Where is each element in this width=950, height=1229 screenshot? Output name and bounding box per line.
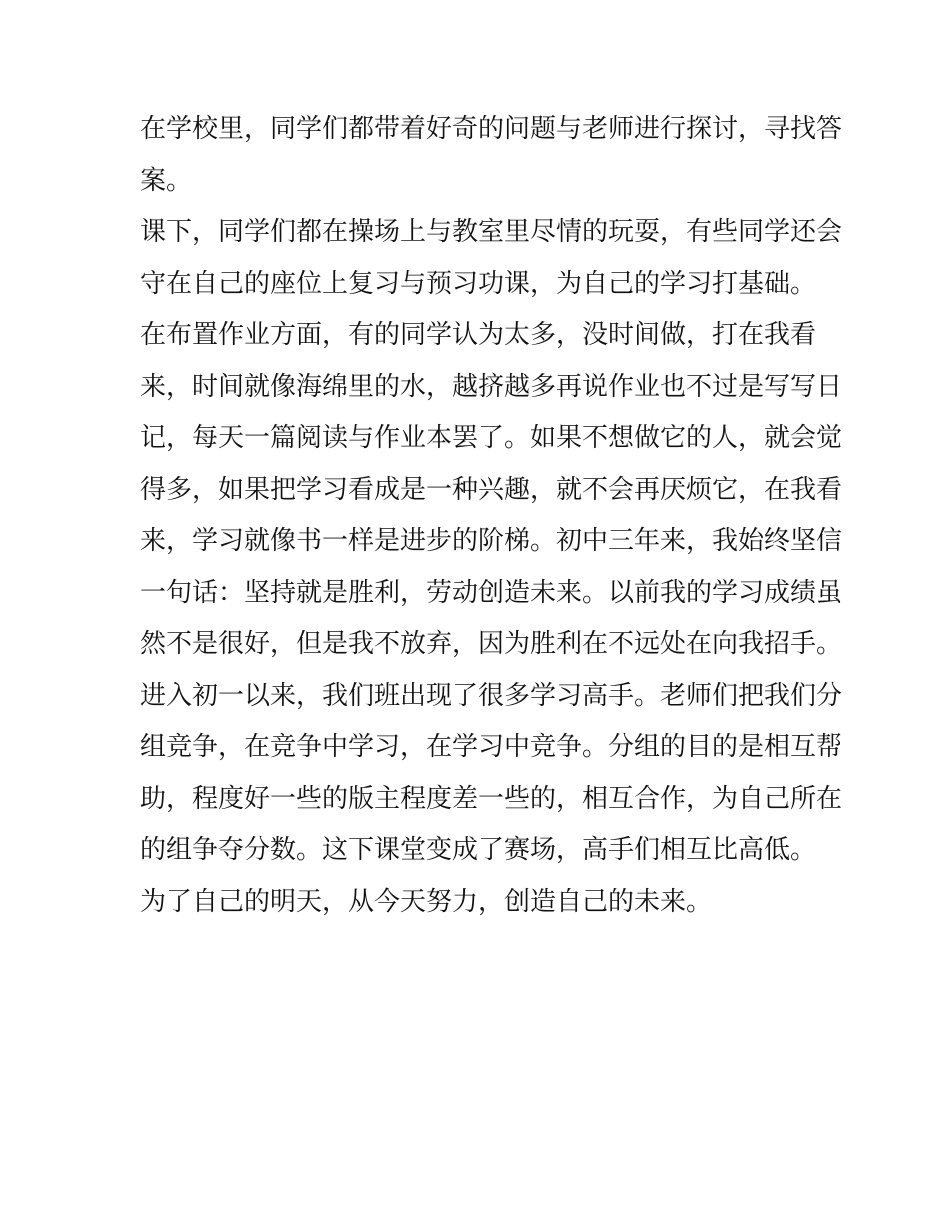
text-line: 得多，如果把学习看成是一种兴趣，就不会再厌烦它，在我看 — [140, 474, 843, 505]
text-line: 课下，同学们都在操场上与教室里尽情的玩耍，有些同学还会 — [140, 217, 843, 247]
text-line: 的组争夺分数。这下课堂变成了赛场，高手们相互比高低。 — [140, 835, 817, 865]
text-line: 在布置作业方面，有的同学认为太多，没时间做，打在我看 — [140, 320, 817, 350]
text-line: 进入初一以来，我们班出现了很多学习高手。老师们把我们分 — [140, 680, 843, 711]
text-line: 为了自己的明天，从今天努力，创造自己的未来。 — [140, 886, 713, 917]
text-line: 助，程度好一些的版主程度差一些的，相互合作，为自己所在 — [140, 783, 843, 814]
paragraph-3 — [140, 310, 843, 671]
text-line: 来，时间就像海绵里的水，越挤越多再说作业也不过是写写日 — [140, 371, 843, 402]
text-line: 案。 — [140, 165, 193, 196]
text-line: 组竞争，在竞争中学习，在学习中竞争。分组的目的是相互帮 — [140, 732, 843, 762]
text-line: 在学校里，同学们都带着好奇的问题与老师进行探讨，寻找答 — [140, 114, 843, 144]
text-line: 来，学习就像书一样是进步的阶梯。初中三年来，我始终坚信 — [140, 526, 843, 556]
document-body — [140, 104, 843, 928]
text-line: 守在自己的座位上复习与预习功课，为自己的学习打基础。 — [140, 268, 817, 299]
paragraph-4 — [140, 671, 843, 877]
paragraph-2 — [140, 207, 843, 310]
paragraph-1 — [140, 104, 843, 207]
paragraph-5 — [140, 877, 820, 929]
text-line: 然不是很好，但是我不放弃，因为胜利在不远处在向我招手。 — [140, 629, 843, 659]
text-line: 一句话：坚持就是胜利，劳动创造未来。以前我的学习成绩虽 — [140, 577, 843, 608]
text-line: 记，每天一篇阅读与作业本罢了。如果不想做它的人，就会觉 — [140, 423, 843, 453]
